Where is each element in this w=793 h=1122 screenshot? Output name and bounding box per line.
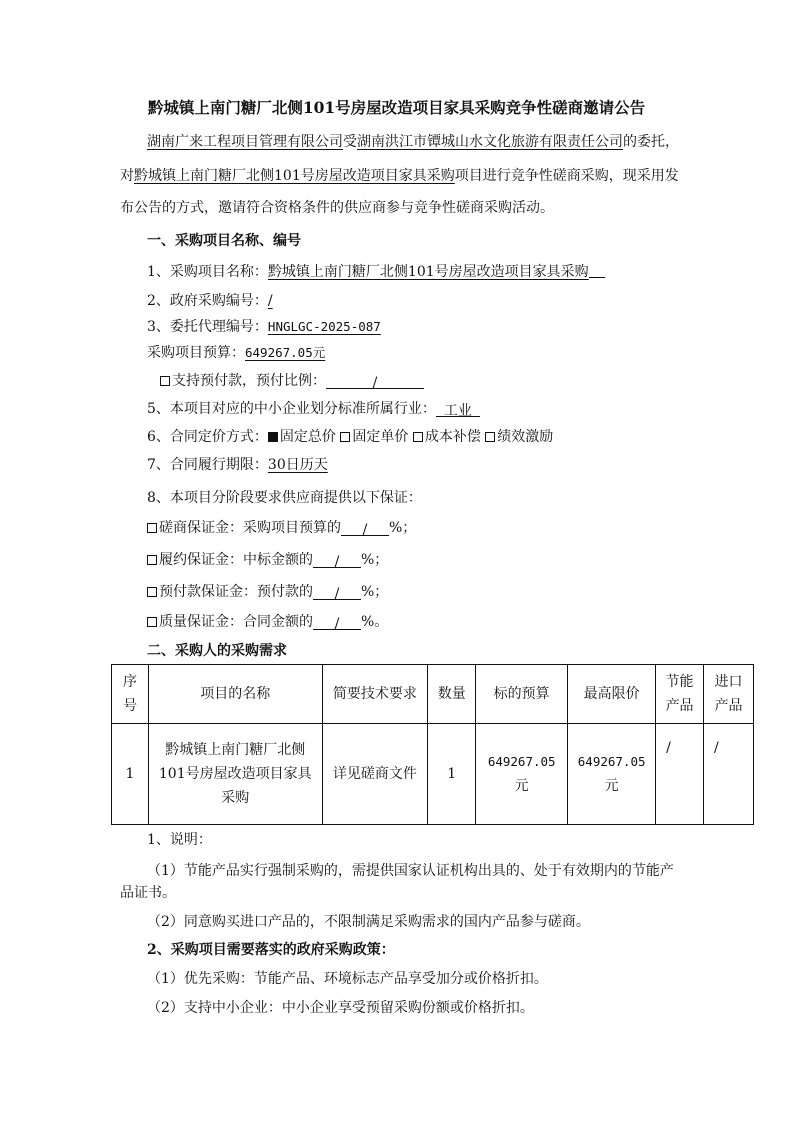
intro-project-name: 黔城镇上南门糖厂北侧101号房屋改造项目家具采购 [134,168,455,184]
cell-seq: 1 [112,724,149,825]
period-label: 7、合同履行期限： [147,457,268,473]
budget-row [147,343,325,363]
guarantee-quality-blank [313,614,361,630]
header-budget: 标的预算 [476,665,568,724]
policy1: （1）优先采购：节能产品、环境标志产品享受加分或价格折扣。 [147,971,548,987]
industry-blank [436,401,480,417]
guarantee-bid-label: 磋商保证金：采购项目预算的 [159,520,341,536]
pricing-row [147,427,553,447]
budget-value: 649267.05元 [245,345,326,360]
guarantee-bid [147,518,416,538]
prepay-ratio-value: / [372,375,378,391]
page-title: 黔城镇上南门糖厂北侧101号房屋改造项目家具采购竞争性磋商邀请公告 [147,98,646,117]
guarantee-performance-label: 履约保证金：中标金额的 [159,552,313,568]
pricing-option-performance: 绩效激励 [497,429,554,445]
note1-line-b: 品证书。 [120,885,176,901]
pricing-checkbox-cost[interactable] [413,432,423,442]
policy-heading: 2、采购项目需要落实的政府采购政策： [147,942,395,958]
cell-name: 黔城镇上南门糖厂北侧 101号房屋改造项目家具 采购 [148,724,322,825]
intro-entrust: 的委托， [623,134,679,150]
pricing-checkbox-fixed-total[interactable] [268,432,278,442]
table-header-row [112,665,754,724]
guarantee-quality-value: / [334,616,340,632]
guarantee-prepay-label: 预付款保证金：预付款的 [159,584,313,600]
guarantee-performance [147,550,388,570]
guarantee-prepay-suffix: %； [361,584,389,600]
prepay-checkbox[interactable] [160,376,170,386]
industry-value: 工业 [443,403,472,419]
agent-code-row [147,317,381,337]
prepay-row [160,371,424,391]
gov-code-row [147,291,273,311]
header-tech: 简要技术要求 [322,665,428,724]
cell-tech: 详见磋商文件 [322,724,428,825]
guarantee-quality-checkbox[interactable] [147,617,157,627]
header-energy: 节能 产品 [656,665,704,724]
guarantee-performance-suffix: %； [361,552,389,568]
guarantee-prepay-checkbox[interactable] [147,587,157,597]
header-seq: 序 号 [112,665,149,724]
pricing-checkbox-performance[interactable] [485,432,495,442]
industry-row [147,399,480,419]
intro-line2-suffix: 项目进行竞争性磋商采购，现采用发 [454,168,679,184]
client-name: 湖南洪江市镡城山水文化旅游有限责任公司 [357,134,623,150]
pricing-checkbox-fixed-unit[interactable] [340,432,350,442]
intro-line2-prefix: 对 [120,168,134,184]
guarantee-prepay-value: / [334,586,340,602]
guarantee-bid-value: / [362,522,368,538]
header-import: 进口 产品 [704,665,754,724]
pricing-option-cost: 成本补偿 [424,429,481,445]
guarantee-quality-suffix: %。 [361,614,389,630]
cell-budget: 649267.05 元 [476,724,568,825]
project-name-trailing-blank [589,262,605,278]
industry-label: 5、本项目对应的中小企业划分标准所属行业： [147,401,436,417]
header-qty: 数量 [428,665,476,724]
project-name-label: 1、采购项目名称： [147,264,268,280]
intro-by: 受 [343,134,357,150]
agent-code-value: HNGLGC-2025-087 [267,319,381,334]
guarantee-bid-checkbox[interactable] [147,523,157,533]
guarantee-performance-value: / [334,554,340,570]
guarantee-prepay-blank [313,584,361,600]
section2-heading: 二、采购人的采购需求 [147,643,287,659]
section1-heading: 一、采购项目名称、编号 [147,233,301,249]
guarantee-bid-blank [341,520,389,536]
requirements-table [111,664,754,825]
cell-energy: / [656,724,704,825]
guarantee-performance-blank [313,552,361,568]
guarantee-prepay [147,582,388,602]
guarantee-heading: 8、本项目分阶段要求供应商提供以下保证： [147,490,422,506]
table-row [112,724,754,825]
prepay-ratio-blank [326,373,424,389]
project-name-row [147,262,605,282]
cell-import: / [704,724,754,825]
policy2: （2）支持中小企业：中小企业享受预留采购份额或价格折扣。 [147,1000,534,1016]
note1-line-a: （1）节能产品实行强制采购的，需提供国家认证机构出具的、处于有效期内的节能产 [147,863,674,879]
guarantee-bid-suffix: %； [389,520,417,536]
budget-label: 采购项目预算： [147,345,245,361]
cell-qty: 1 [428,724,476,825]
period-row [147,455,328,475]
notes-heading: 1、说明： [147,832,212,848]
pricing-option-fixed-unit: 固定单价 [352,429,409,445]
intro-line-2 [120,166,679,186]
intro-line-3: 布公告的方式，邀请符合资格条件的供应商参与竞争性磋商采购活动。 [120,200,554,216]
intro-line-1 [147,132,679,152]
guarantee-performance-checkbox[interactable] [147,555,157,565]
guarantee-quality [147,612,388,632]
pricing-label: 6、合同定价方式： [147,429,268,445]
header-name: 项目的名称 [148,665,322,724]
gov-code-label: 2、政府采购编号： [147,293,268,309]
agent-name: 湖南广来工程项目管理有限公司 [147,134,343,150]
guarantee-quality-label: 质量保证金：合同金额的 [159,614,313,630]
gov-code-value: / [267,293,273,309]
prepay-text: 支持预付款，预付比例： [172,373,326,389]
cell-limit: 649267.05 元 [568,724,656,825]
pricing-option-fixed-total: 固定总价 [279,429,336,445]
agent-code-label: 3、委托代理编号： [147,319,268,335]
note2: （2）同意购买进口产品的，不限制满足采购需求的国内产品参与磋商。 [147,914,590,930]
header-limit: 最高限价 [568,665,656,724]
period-value: 30日历天 [267,457,328,473]
project-name-value: 黔城镇上南门糖厂北侧101号房屋改造项目家具采购 [267,264,589,280]
